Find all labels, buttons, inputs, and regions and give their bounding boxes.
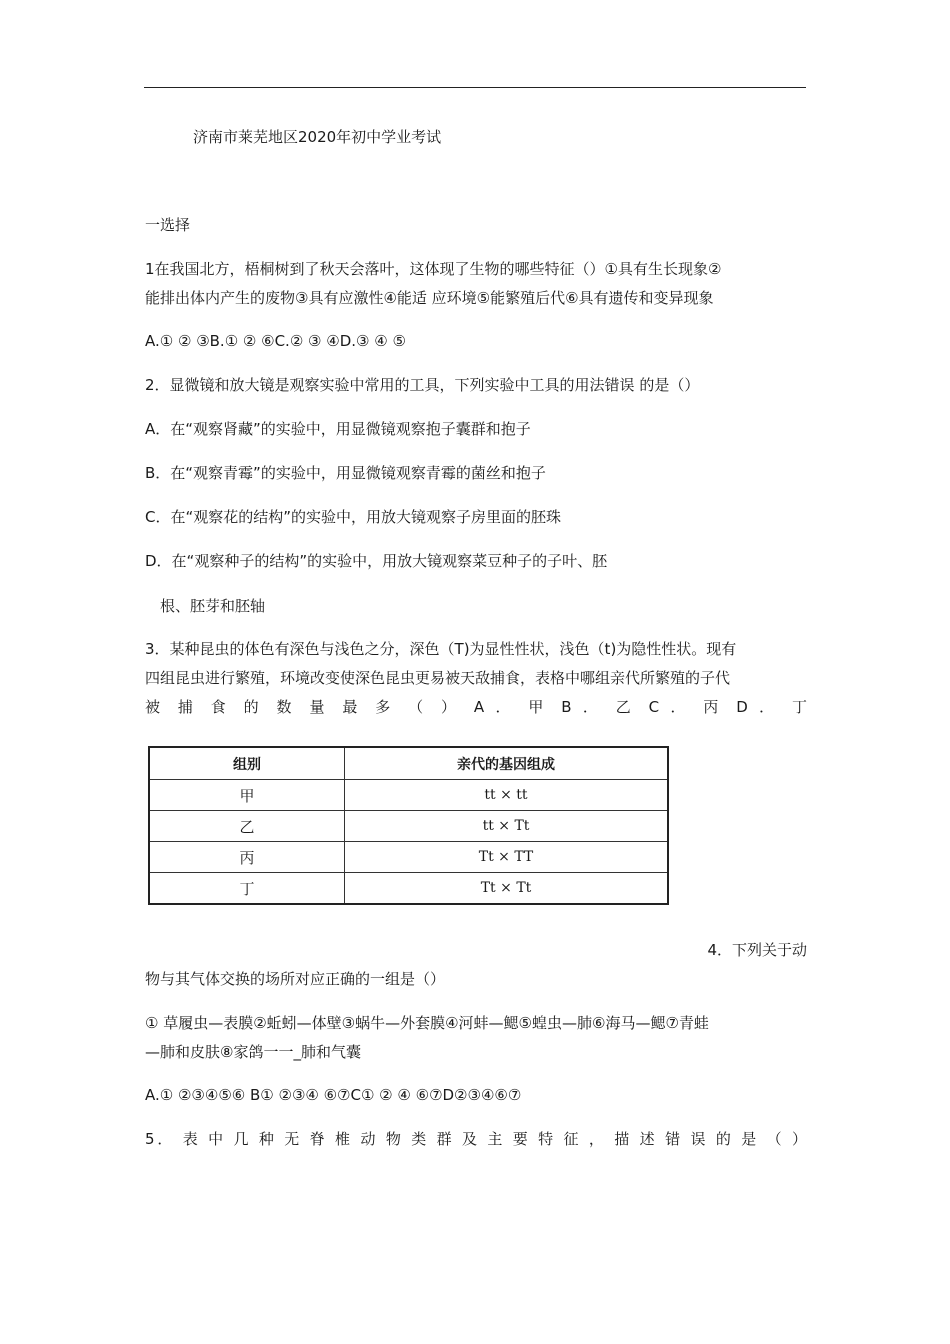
header-rule (144, 87, 806, 88)
q2-option-b: B．在“观察青霉”的实验中，用显微镜观察青霉的菌丝和抱子 (145, 464, 546, 482)
q4-line-4: —肺和皮肤⑧家鸽一一_肺和气囊 (145, 1043, 361, 1061)
table-header-row (149, 747, 668, 780)
q2-option-a: A．在“观察肾藏”的实验中，用显微镜观察抱子囊群和抱子 (145, 420, 531, 438)
q2-option-d: D．在“观察种子的结构”的实验中，用放大镜观察菜豆种子的子叶、胚 (145, 552, 608, 570)
genotype-table (148, 746, 669, 905)
section-heading: 一选择 (145, 216, 191, 234)
table-row (149, 873, 668, 905)
page-title: 济南市莱芜地区2020年初中学业考试 (193, 128, 442, 146)
table-row (149, 780, 668, 811)
group-cell: 丁 (149, 873, 345, 905)
header-genotype: 亲代的基因组成 (345, 747, 669, 780)
group-cell: 甲 (149, 780, 345, 811)
q1-line-2: 能排出体内产生的废物③具有应激性④能适 应环境⑤能繁殖后代⑥具有遗传和变异现象 (145, 289, 714, 307)
q4-line-2: 物与其气体交换的场所对应正确的一组是（） (145, 970, 446, 988)
q2-option-c: C．在“观察花的结构”的实验中，用放大镜观察子房里面的胚珠 (145, 508, 562, 526)
q5-stem: 5． 表 中 几 种 无 脊 椎 动 物 类 群 及 主 要 特 征 ， 描 述 错 误 的 是 （ ） (145, 1130, 807, 1148)
q4-line-1: 4．下列关于动 (707, 941, 807, 959)
genotype-cell: Tt × Tt (345, 873, 669, 905)
q3-line-1: 3．某种昆虫的体色有深色与浅色之分，深色（T)为显性性状，浅色（t)为隐性性状。现有 (145, 640, 737, 658)
q1-line-1: 1在我国北方，梧桐树到了秋天会落叶，这体现了生物的哪些特征（）①具有生长现象② (145, 260, 722, 278)
q3-line-2: 四组昆虫进行繁殖，环境改变使深色昆虫更易被天敌捕食，表格中哪组亲代所繁殖的子代 (145, 669, 731, 687)
q4-options: A.① ②③④⑤⑥ B① ②③④ ⑥⑦C① ② ④ ⑥⑦D②③④⑥⑦ (145, 1086, 522, 1104)
group-cell: 乙 (149, 811, 345, 842)
header-group: 组别 (149, 747, 345, 780)
q1-options: A.① ② ③B.① ② ⑥C.② ③ ④D.③ ④ ⑤ (145, 332, 406, 350)
q3-line-3: 被 捕 食 的 数 量 最 多 （ ） A ． 甲 B ． 乙 C ． 丙 D ． 丁 (145, 698, 807, 716)
q2-option-d-continued: 根、胚芽和胚轴 (160, 597, 266, 615)
table-row (149, 811, 668, 842)
q4-line-3: ① 草履虫—表膜②蚯蚓—体壁③蜗牛—外套膜④河蚌—鳃⑤蝗虫—肺⑥海马—鳃⑦青蛙 (145, 1014, 709, 1032)
genotype-cell: tt × Tt (345, 811, 669, 842)
genotype-cell: tt × tt (345, 780, 669, 811)
genotype-cell: Tt × TT (345, 842, 669, 873)
q2-stem: 2．显微镜和放大镜是观察实验中常用的工具，下列实验中工具的用法错误 的是（） (145, 376, 700, 394)
group-cell: 丙 (149, 842, 345, 873)
table-row (149, 842, 668, 873)
